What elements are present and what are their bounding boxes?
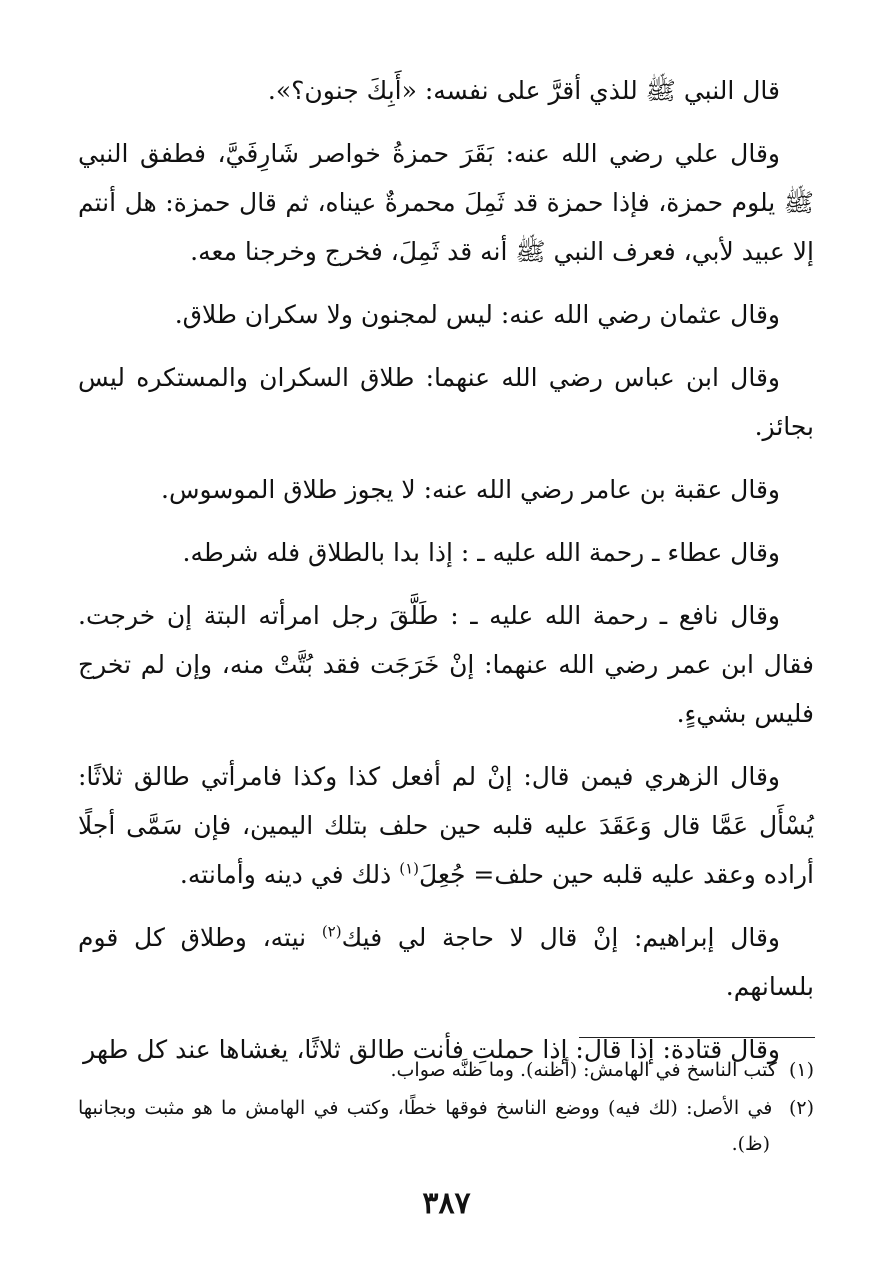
footnote-ref: (٢) [321, 922, 342, 941]
paragraph: وقال عطاء ـ رحمة الله عليه ـ : إذا بدا بالطلاق فله شرطه. [182, 538, 780, 567]
footnotes [78, 1052, 814, 1164]
footnote [78, 1090, 814, 1162]
footnote-marker: (٢) [788, 1097, 814, 1119]
paragraph-text-continued: ذلك في دينه وأمانته. [179, 860, 400, 889]
paragraph: وقال ابن عباس رضي الله عنهما: طلاق السكران والمستكره ليس بجائز. [78, 363, 814, 441]
footnote [78, 1052, 814, 1088]
paragraph: وقال علي رضي الله عنه: بَقَرَ حمزةُ خواصر شَارِفَيَّ، فطفق النبي ﷺ يلوم حمزة، فإذا حمزة قد ثَمِلَ محمرةٌ عيناه، ثم قال حمزة: هل أنتم إلا عبيد لأبي، فعرف النبي ﷺ أنه قد ثَمِلَ، فخرج وخرجنا معه. [78, 139, 814, 266]
footnote-ref: (١) [399, 859, 420, 878]
paragraph-text: وقال إبراهيم: إنْ قال لا حاجة لي فيك [341, 923, 780, 952]
paragraph [78, 752, 814, 899]
paragraph [78, 913, 814, 1011]
paragraph: قال النبي ﷺ للذي أقرَّ على نفسه: «أَبِكَ جنون؟». [267, 76, 780, 105]
paragraph-text: وقال الزهري فيمن قال: إنْ لم أفعل كذا وكذا فامرأتي طالق ثلاثًا: يُسْأَل عَمَّا قال وَعَقَدَ عليه قلبه حين حلف بتلك اليمين، فإن سَمَّى أجلًا أراده وعقد عليه قلبه حين حلف= جُعِلَ [78, 762, 814, 889]
paragraph: وقال عقبة بن عامر رضي الله عنه: لا يجوز طلاق الموسوس. [161, 475, 780, 504]
footnote-text: كتب الناسخ في الهامش: (أظنه). وما ظنَّه صواب. [390, 1059, 777, 1081]
footnote-divider [579, 1037, 815, 1038]
paragraph-text-continued: نيته، وطلاق كل قوم بلسانهم. [78, 923, 814, 1001]
page-number: ٣٨٧ [422, 1186, 471, 1221]
paragraph: وقال عثمان رضي الله عنه: ليس لمجنون ولا سكران طلاق. [174, 300, 780, 329]
footnote-text: في الأصل: (لك فيه) ووضع الناسخ فوقها خطًا، وكتب في الهامش ما هو مثبت وبجانبها (ظ). [78, 1097, 773, 1155]
main-text [78, 66, 814, 1088]
footnote-marker: (١) [788, 1059, 814, 1081]
paragraph: وقال قتادة: إذا قال: إذا حملتِ فأنت طالق ثلاثًا، يغشاها عند كل طهر [83, 1035, 780, 1064]
paragraph: وقال نافع ـ رحمة الله عليه ـ : طَلَّقَ رجل امرأته البتة إن خرجت. فقال ابن عمر رضي الله عنهما: إنْ خَرَجَت فقد بُتَّتْ منه، وإن لم تخرج فليس بشيءٍ. [78, 601, 814, 728]
